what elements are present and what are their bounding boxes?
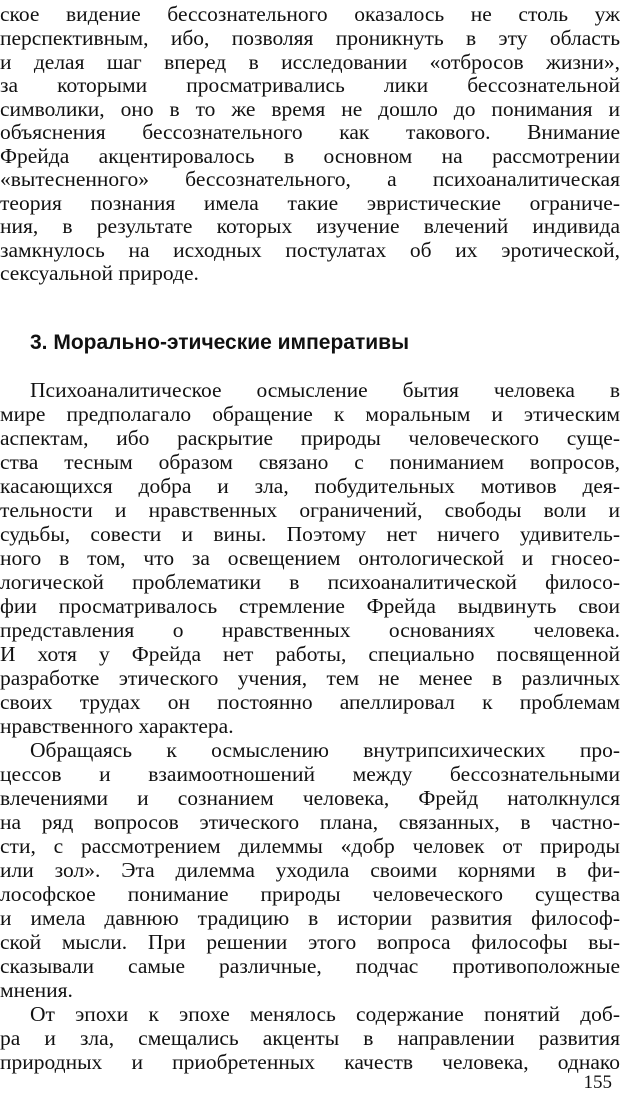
text-line: ного в том, что за освещением онтологической и гносео- <box>0 546 620 570</box>
text-line: цессов и взаимоотношений между бессознательными <box>0 762 620 786</box>
text-line: объяснения бессознательного как такового. Внимание <box>0 120 620 144</box>
text-line: ния, в результате которых изучение влечений индивида <box>0 214 620 238</box>
text-line: сказывали самые различные, подчас противоположные <box>0 954 620 978</box>
text-line: влечениями и сознанием человека, Фрейд натолкнулся <box>0 786 620 810</box>
text-line: Фрейда акцентировалось в основном на рассмотрении <box>0 144 620 168</box>
text-line: касающихся добра и зла, побудительных мотивов дея- <box>0 474 620 498</box>
text-line: судьбы, совести и вины. Поэтому нет ничего удивитель- <box>0 522 620 546</box>
text-line: природных и приобретенных качеств человека, однако <box>0 1050 620 1074</box>
text-line: «вытесненного» бессознательного, а психоаналитическая <box>0 167 620 191</box>
text-line: И хотя у Фрейда нет работы, специально посвященной <box>0 642 620 666</box>
text-line: ское видение бессознательного оказалось не столь уж <box>0 2 620 26</box>
page-number: 155 <box>583 1072 612 1093</box>
text-line: аспектам, ибо раскрытие природы человеческого суще- <box>0 426 620 450</box>
text-line: сти, с рассмотрением дилеммы «добр человек от природы <box>0 834 620 858</box>
text-line: символики, оно в то же время не дошло до понимания и <box>0 97 620 121</box>
text-line: тельности и нравственных ограничений, свободы воли и <box>0 498 620 522</box>
text-line: и имела давнюю традицию в истории развития философ- <box>0 906 620 930</box>
text-line: за которыми просматривались лики бессознательной <box>0 73 620 97</box>
text-line: или зол». Эта дилемма уходила своими корнями в фи- <box>0 858 620 882</box>
text-line: на ряд вопросов этического плана, связанных, в частно- <box>0 810 620 834</box>
text-line: ской мысли. При решении этого вопроса философы вы- <box>0 930 620 954</box>
text-line: представления о нравственных основаниях человека. <box>0 618 620 642</box>
text-line: сексуальной природе. <box>0 261 199 285</box>
text-line: теория познания имела такие эвристические ограниче- <box>0 191 620 215</box>
text-line: От эпохи к эпохе менялось содержание понятий доб- <box>30 1002 620 1026</box>
text-line: и делая шаг вперед в исследовании «отбросов жизни», <box>0 50 620 74</box>
text-line: логической проблематики в психоаналитической филосо- <box>0 570 620 594</box>
text-line: перспективным, ибо, позволяя проникнуть в эту область <box>0 26 620 50</box>
text-line: разработке этического учения, тем не менее в различных <box>0 666 620 690</box>
text-line: нравственного характера. <box>0 714 234 738</box>
text-line: Психоаналитическое осмысление бытия человека в <box>30 378 620 402</box>
section-heading: 3. Морально-этические императивы <box>30 331 410 354</box>
text-line: замкнулось на исходных постулатах об их эротической, <box>0 238 620 262</box>
text-line: мире предполагало обращение к моральным и этическим <box>0 402 620 426</box>
text-line: Обращаясь к осмыслению внутрипсихических про- <box>30 738 620 762</box>
text-line: лософское понимание природы человеческого существа <box>0 882 620 906</box>
text-line: ра и зла, смещались акценты в направлении развития <box>0 1026 620 1050</box>
text-line: своих трудах он постоянно апеллировал к проблемам <box>0 690 620 714</box>
text-line: мнения. <box>0 978 73 1002</box>
text-line: фии просматривалось стремление Фрейда выдвинуть свои <box>0 594 620 618</box>
text-line: ства тесным образом связано с пониманием вопросов, <box>0 450 620 474</box>
